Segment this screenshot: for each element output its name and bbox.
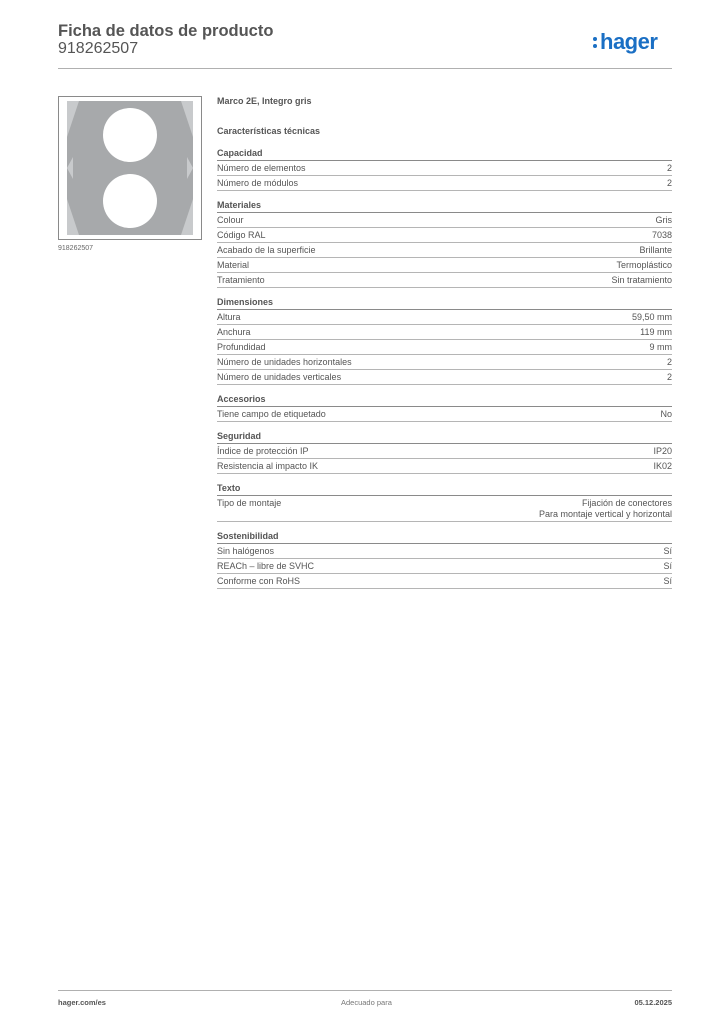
section-heading: Capacidad: [217, 148, 672, 161]
section-heading: Accesorios: [217, 394, 672, 407]
spec-label: Tratamiento: [217, 275, 265, 285]
spec-value: [632, 312, 672, 323]
spec-value-line: Gris: [655, 215, 672, 225]
hager-logo: [593, 29, 657, 55]
section-heading: Seguridad: [217, 431, 672, 444]
spec-value: [639, 245, 672, 256]
spec-value: [650, 342, 673, 353]
spec-label: Código RAL: [217, 230, 266, 240]
spec-value: [611, 275, 672, 286]
spec-value-line: 2: [666, 372, 672, 382]
spec-row: [217, 243, 672, 258]
product-name: Marco 2E, Integro gris: [217, 96, 312, 106]
spec-label: Profundidad: [217, 342, 266, 352]
spec-value-line: Brillante: [639, 245, 672, 255]
spec-section: [217, 483, 672, 522]
spec-value: [652, 230, 672, 241]
spec-section: [217, 431, 672, 474]
spec-value-line: 9 mm: [649, 342, 672, 352]
spec-row: [217, 258, 672, 273]
section-heading: Texto: [217, 483, 672, 496]
double-frame-icon: [59, 97, 201, 239]
spec-row: [217, 176, 672, 191]
spec-row: [217, 496, 672, 522]
spec-row: [217, 574, 672, 589]
spec-value-line: IP20: [653, 446, 672, 456]
spec-section: [217, 297, 672, 385]
spec-value: [663, 546, 672, 557]
spec-value-line: No: [660, 409, 672, 419]
spec-value-line: Fijación de conectores: [581, 498, 672, 508]
header-title: Ficha de datos de producto: [58, 22, 274, 40]
spec-row: [217, 213, 672, 228]
spec-label: Sin halógenos: [217, 546, 275, 556]
spec-value-line: 2: [666, 163, 672, 173]
spec-label: Índice de protección IP: [217, 446, 309, 456]
spec-label: Número de módulos: [217, 178, 299, 188]
spec-value-line: Para montaje vertical y horizontal: [538, 509, 672, 519]
spec-value-line: 59,50 mm: [631, 312, 672, 322]
spec-section: [217, 200, 672, 288]
spec-row: [217, 459, 672, 474]
spec-label: Tiene campo de etiquetado: [217, 409, 326, 419]
spec-label: Resistencia al impacto IK: [217, 461, 319, 471]
spec-label: Colour: [217, 215, 244, 225]
spec-label: Conforme con RoHS: [217, 576, 301, 586]
section-heading: Dimensiones: [217, 297, 672, 310]
spec-label: Número de unidades horizontales: [217, 357, 352, 367]
footer-date: 05.12.2025: [634, 998, 672, 1007]
header-divider: [58, 68, 672, 69]
spec-value: [667, 163, 672, 174]
spec-row: [217, 355, 672, 370]
spec-value-line: IK02: [653, 461, 672, 471]
spec-row: [217, 325, 672, 340]
spec-row: [217, 273, 672, 288]
spec-label: Número de elementos: [217, 163, 306, 173]
spec-value: [660, 409, 672, 420]
spec-row: [217, 444, 672, 459]
footer-website[interactable]: hager.com/es: [58, 998, 106, 1007]
spec-value: [663, 561, 672, 572]
spec-label: Acabado de la superficie: [217, 245, 316, 255]
spec-value-line: 2: [666, 357, 672, 367]
header-product-code: 918262507: [58, 40, 139, 57]
spec-row: [217, 407, 672, 422]
image-caption: 918262507: [58, 245, 94, 252]
spec-section: [217, 531, 672, 589]
spec-sections: [217, 148, 672, 589]
logo-dots-icon: [593, 35, 598, 50]
spec-value-line: 2: [666, 178, 672, 188]
spec-label: Anchura: [217, 327, 251, 337]
spec-value: [656, 215, 673, 226]
spec-value-line: Termoplástico: [616, 260, 672, 270]
footer-divider: [58, 990, 672, 991]
section-heading: Sostenibilidad: [217, 531, 672, 544]
spec-panel: [217, 96, 672, 598]
spec-label: REACh – libre de SVHC: [217, 561, 315, 571]
spec-value: [663, 576, 672, 587]
spec-value-line: 7038: [651, 230, 672, 240]
spec-label: Material: [217, 260, 250, 270]
section-heading: Materiales: [217, 200, 672, 213]
footer-center-text: Adecuado para: [341, 998, 392, 1007]
spec-label: Tipo de montaje: [217, 498, 282, 508]
spec-value: [653, 461, 672, 472]
spec-value: [667, 372, 672, 383]
spec-value: [640, 327, 672, 338]
spec-row: [217, 310, 672, 325]
spec-value-line: Sí: [663, 561, 672, 571]
spec-label: Número de unidades verticales: [217, 372, 342, 382]
spec-value-line: 119 mm: [640, 327, 672, 337]
spec-value-line: Sin tratamiento: [611, 275, 672, 285]
spec-section: [217, 394, 672, 422]
spec-value: [539, 498, 672, 520]
spec-row: [217, 228, 672, 243]
characteristics-title: Características técnicas: [217, 126, 321, 136]
product-image: [58, 96, 202, 240]
spec-label: Altura: [217, 312, 241, 322]
spec-row: [217, 340, 672, 355]
spec-value: [667, 178, 672, 189]
spec-row: [217, 544, 672, 559]
spec-section: [217, 148, 672, 191]
spec-value-line: Sí: [663, 576, 672, 586]
spec-value: [667, 357, 672, 368]
spec-value-line: Sí: [663, 546, 672, 556]
spec-value: [616, 260, 672, 271]
logo-text: hager: [600, 29, 658, 54]
spec-value: [653, 446, 672, 457]
spec-row: [217, 161, 672, 176]
spec-row: [217, 559, 672, 574]
spec-row: [217, 370, 672, 385]
